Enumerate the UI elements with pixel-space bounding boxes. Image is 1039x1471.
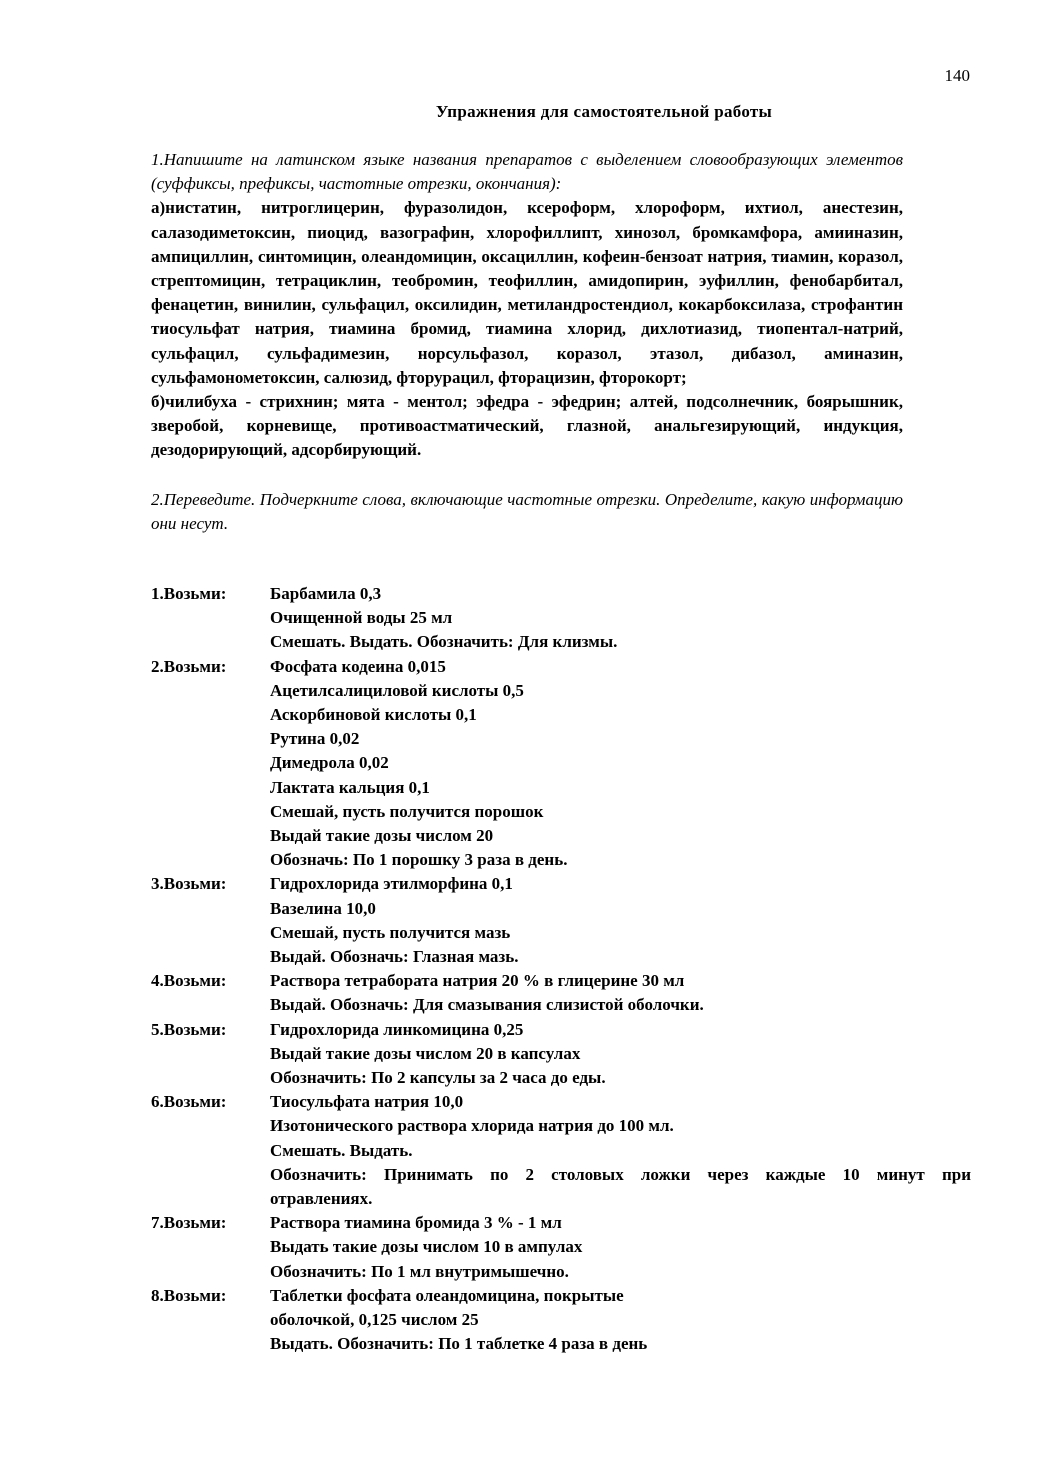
recipe-ingredients [270,969,971,1017]
recipe-ingredients [270,1090,971,1211]
recipe-line: Лактата кальция 0,1 [270,777,430,797]
page-number: 140 [944,66,970,85]
recipe-ingredients [270,1284,971,1357]
recipe-line: Аскорбиновой кислоты 0,1 [270,705,477,725]
recipe-label: 3.Возьми: [151,874,227,894]
recipe-item [151,969,971,1017]
recipe-ingredients [270,1211,971,1284]
recipe-line: Обозначить: По 2 капсулы за 2 часа до еды. [270,1068,606,1088]
recipe-label: 4.Возьми: [151,971,227,991]
recipe-list [151,582,971,1357]
recipe-line: Смешай, пусть получится мазь [270,922,511,942]
recipe-item [151,1018,971,1091]
recipe-line: Смешай, пусть получится порошок [270,801,544,821]
recipe-line: оболочкой, 0,125 числом 25 [270,1310,479,1330]
recipe-ingredients [270,872,971,969]
spacer [151,463,903,488]
recipe-line: Димедрола 0,02 [270,753,389,773]
recipe-line: Смешать. Выдать. Обозначить: Для клизмы. [270,632,618,652]
task-1-list-b: б)чилибуха - стрихнин; мята - ментол; эфедра - эфедрин; алтей, подсолнечник, боярышник, зверобой, корневище, противоастматический, глазной, анальгезирующий, индукция, дезодорирующий, адсорбирующий. [151,392,903,460]
recipe-item [151,582,971,655]
recipe-item [151,1284,971,1357]
recipe-label: 8.Возьми: [151,1285,227,1305]
recipe-line: Таблетки фосфата олеандомицина, покрытые [270,1285,624,1305]
recipe-line: Гидрохлорида линкомицина 0,25 [270,1019,524,1039]
recipe-line: Ацетилсалициловой кислоты 0,5 [270,680,524,700]
recipe-ingredients [270,582,971,655]
recipe-line: Раствора тиамина бромида 3 % - 1 мл [270,1213,562,1233]
recipe-label: 7.Возьми: [151,1213,227,1233]
recipe-line: Фосфата кодеина 0,015 [270,656,446,676]
recipe-line: Изотонического раствора хлорида натрия до 100 мл. [270,1116,674,1136]
recipe-line: Выдать. Обозначить: По 1 таблетке 4 раза в день [270,1334,648,1354]
task-2-instruction: 2.Переведите. Подчеркните слова, включающие частотные отрезки. Определите, какую информацию они несут. [151,489,903,533]
recipe-ingredients [270,655,971,873]
recipe-line: Выдай. Обозначь: Для смазывания слизистой оболочки. [270,995,704,1015]
recipe-label: 5.Возьми: [151,1019,227,1039]
recipe-line: отравлениях. [270,1189,373,1209]
recipe-line: Обозначить: По 1 мл внутримышечно. [270,1261,569,1281]
recipe-line: Тиосульфата натрия 10,0 [270,1092,464,1112]
recipe-label: 2.Возьми: [151,656,227,676]
recipe-item [151,872,971,969]
recipe-line: Выдай такие дозы числом 20 [270,826,494,846]
recipe-line: Смешать. Выдать. [270,1140,413,1160]
recipe-ingredients [270,1018,971,1091]
task-1-instruction: 1.Напишите на латинском языке названия препаратов с выделением словообразующих элементов (суффиксы, префиксы, частотные отрезки, окончания): [151,150,903,194]
recipe-line: Обозначить: Принимать по 2 столовых ложки через каждые 10 минут при [270,1164,971,1184]
recipe-line: Вазелина 10,0 [270,898,376,918]
section-heading: Упражнения для самостоятельной работы [435,102,773,121]
recipe-item [151,1090,971,1211]
task-1-list-a: а)нистатин, нитроглицерин, фуразолидон, ксероформ, хлороформ, ихтиол, анестезин, салазодиметоксин, пиоцид, вазографин, хлорофиллипт, хинозол, бромкамфора, амииназин, ампициллин, синтомицин, олеандомицин, оксациллин, кофеин-бензоат натрия, тиамин, коразол, стрептомицин, тетрациклин, теобромин, теофиллин, амидопирин, эуфиллин, фенобарбитал, фенацетин, винилин, сульфацил, оксилидин, метиландростендиол, кокарбоксилаза, строфантин тиосульфат натрия, тиамина бромид, тиамина хлорид, дихлотиазид, тиопентал-натрий, сульфацил, сульфадимезин, норсульфазол, коразол, этазол, дибазол, аминазин, сульфамонометоксин, салюзид, фторурацил, фторацизин, фторокорт; [151,198,903,387]
recipe-label: 6.Возьми: [151,1092,227,1112]
recipe-line: Выдай такие дозы числом 20 в капсулах [270,1043,581,1063]
recipe-line: Гидрохлорида этилморфина 0,1 [270,874,513,894]
recipe-line: Выдать такие дозы числом 10 в ампулах [270,1237,583,1257]
task-1 [151,148,903,536]
recipe-item [151,655,971,873]
recipe-line: Рутина 0,02 [270,729,360,749]
recipe-line: Выдай. Обозначь: Глазная мазь. [270,947,519,967]
recipe-line: Раствора тетрабората натрия 20 % в глицерине 30 мл [270,971,685,991]
recipe-line: Обозначь: По 1 порошку 3 раза в день. [270,850,568,870]
recipe-line: Барбамила 0,3 [270,584,382,603]
recipe-line: Очищенной воды 25 мл [270,608,453,628]
recipe-item [151,1211,971,1284]
recipe-label: 1.Возьми: [151,584,227,603]
